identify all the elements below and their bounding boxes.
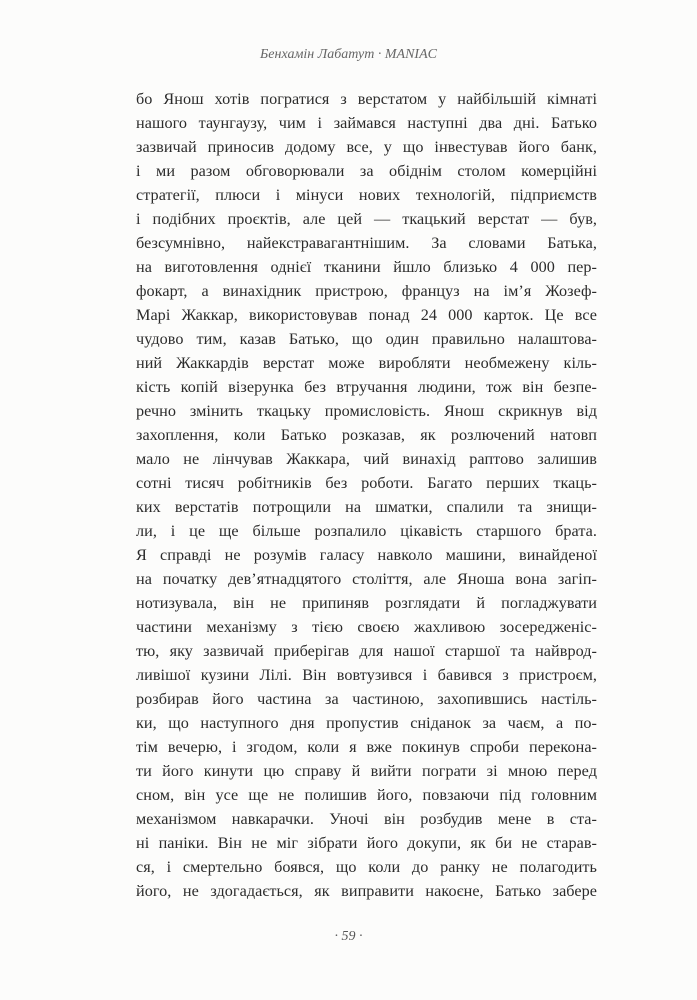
- text-line: бо Янош хотів погратися з верстатом у найбільшій кімнаті: [136, 90, 597, 108]
- text-line: ні паніки. Він не міг зібрати його докупи, як би не старав-: [136, 834, 597, 852]
- running-header: Бенхамін Лабатут · MANIAC: [260, 47, 437, 62]
- text-line: ки, що наступного дня пропустив сніданок за чаєм, а по-: [136, 714, 597, 732]
- text-line: тю, яку зазвичай приберігав для нашої старшої та найврод-: [136, 642, 597, 660]
- text-line: нашого таунгаузу, чим і займався наступні два дні. Батько: [136, 114, 597, 132]
- text-line: і ми разом обговорювали за обіднім столом комерційні: [136, 162, 597, 180]
- text-line: на початку дев’ятнадцятого століття, але Яноша вона загіп-: [136, 570, 597, 588]
- text-line: на виготовлення однієї тканини йшло близько 4 000 пер-: [136, 258, 597, 276]
- text-line: речно змінить ткацьку промисловість. Янош скрикнув від: [136, 402, 597, 420]
- text-line: кість копій візерунка без втручання людини, тож він безпе-: [136, 378, 597, 396]
- text-line: зазвичай приносив додому все, у що інвестував його банк,: [136, 138, 597, 156]
- text-line: нотизувала, він не припиняв розглядати й погладжувати: [136, 594, 597, 612]
- text-line: безсумнівно, найекстравагантнішим. За словами Батька,: [136, 234, 597, 252]
- text-line: чудово тим, казав Батько, що один правильно налаштова-: [136, 330, 597, 348]
- text-line: фокарт, а винахідник пристрою, француз на ім’я Жозеф-: [136, 282, 597, 300]
- text-line: стратегії, плюси і мінуси нових технологій, підприємств: [136, 186, 597, 204]
- text-line: ких верстатів потрощили на шматки, спалили та знищи-: [136, 498, 597, 516]
- text-line: сном, він усе ще не полишив його, повзаючи під головним: [136, 786, 597, 804]
- text-line: сотні тисяч робітників без роботи. Багато перших ткаць-: [136, 474, 597, 492]
- text-line: мало не лінчував Жаккара, чий винахід раптово залишив: [136, 450, 597, 468]
- text-line: частини механізму з тією своєю жахливою зосередженіс-: [136, 618, 597, 636]
- text-line: ливішої кузини Лілі. Він вовтузився і бавився з пристроєм,: [136, 666, 597, 684]
- text-line: Я справді не розумів галасу навколо машини, винайденої: [136, 546, 597, 564]
- text-line: ли, і це ще більше розпалило цікавість старшого брата.: [136, 522, 597, 540]
- body-text: [136, 87, 597, 903]
- text-line: і подібних проєктів, але цей — ткацький верстат — був,: [136, 210, 597, 228]
- text-line: Марі Жаккар, використовував понад 24 000 карток. Це все: [136, 306, 597, 324]
- text-line: розбирав його частина за частиною, захопившись настіль-: [136, 690, 597, 708]
- text-line: ся, і смертельно боявся, що коли до ранку не полагодить: [136, 858, 597, 876]
- page-number: · 59 ·: [334, 929, 363, 944]
- text-line: захоплення, коли Батько розказав, як розлючений натовп: [136, 426, 597, 444]
- text-line: механізмом навкарачки. Уночі він розбудив мене в ста-: [136, 810, 597, 828]
- text-line: його, не здогадається, як виправити накоєне, Батько забере: [136, 882, 597, 900]
- text-line: ти його кинути цю справу й вийти пограти зі мною перед: [136, 762, 597, 780]
- text-line: ний Жаккардів верстат може виробляти необмежену кіль-: [136, 354, 597, 372]
- text-line: тім вечерю, і згодом, коли я вже покинув спроби перекона-: [136, 738, 597, 756]
